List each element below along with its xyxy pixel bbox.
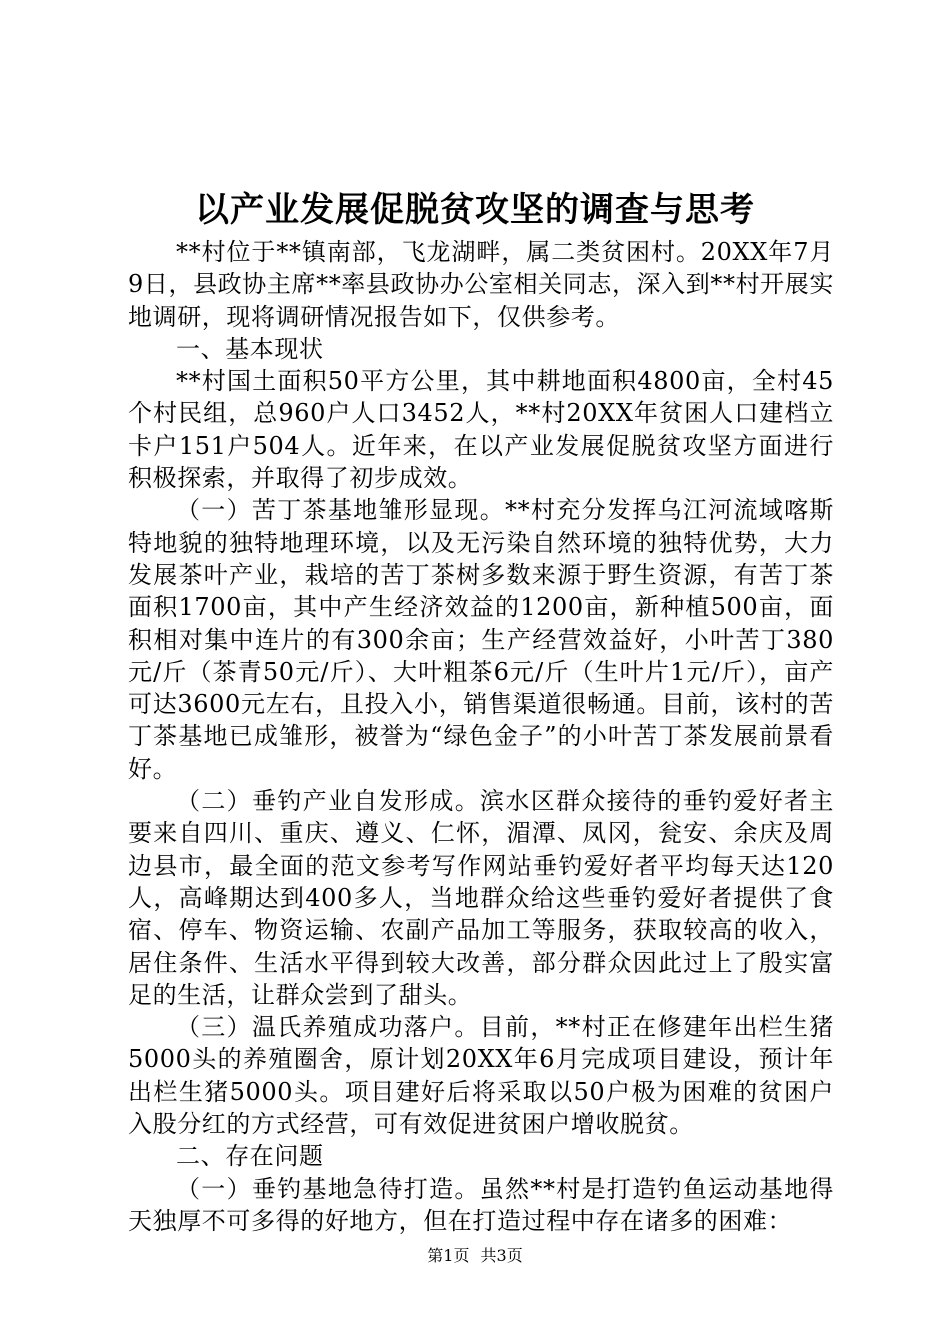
document-title: 以产业发展促脱贫攻坚的调查与思考 <box>195 190 755 230</box>
section-heading-problems: 二、存在问题 <box>176 1142 324 1171</box>
section-heading-basic-status: 一、基本现状 <box>176 334 324 363</box>
page-footer <box>0 1244 950 1268</box>
paragraph-village-overview: **村国土面积50平方公里，其中耕地面积4800亩，全村45个村民组，总960户人口3452人，**村20XX年贫困人口建档立卡户151户504人。近年来，在以产业发展促脱贫攻坚方面进行积极探索，并取得了初步成效。 <box>128 367 834 493</box>
paragraph-kuding-tea: （一）苦丁茶基地雏形显现。**村充分发挥乌江河流域喀斯特地貌的独特地理环境，以及无污染自然环境的独特优势，大力发展茶叶产业，栽培的苦丁茶树多数来源于野生资源，有苦丁茶面积1700亩，其中产生经济效益的1200亩，新种植500亩，面积相对集中连片的有300余亩；生产经营效益好，小叶苦丁380元/斤（茶青50元/斤）、大叶粗茶6元/斤（生叶片1元/斤），亩产可达3600元左右，且投入小，销售渠道很畅通。目前，该村的苦丁茶基地已成雏形，被誉为“绿色金子”的小叶苦丁茶发展前景看好。 <box>128 496 834 783</box>
paragraph-fishing-base: （一）垂钓基地急待打造。虽然**村是打造钓鱼运动基地得天独厚不可多得的好地方，但在打造过程中存在诸多的困难： <box>128 1174 834 1235</box>
page-total: 共3页 <box>480 1246 523 1265</box>
paragraph-wens-farming: （三）温氏养殖成功落户。目前，**村正在修建年出栏生猪5000头的养殖圈舍，原计划20XX年6月完成项目建设，预计年出栏生猪5000头。项目建好后将采取以50户极为困难的贫困户入股分红的方式经营，可有效促进贫困户增收脱贫。 <box>128 1013 834 1139</box>
paragraph-fishing-industry: （二）垂钓产业自发形成。滨水区群众接待的垂钓爱好者主要来自四川、重庆、遵义、仁怀，湄潭、凤冈，瓮安、余庆及周边县市，最全面的范文参考写作网站垂钓爱好者平均每天达120人，高峰期达到400多人，当地群众给这些垂钓爱好者提供了食宿、停车、物资运输、农副产品加工等服务，获取较高的收入，居住条件、生活水平得到较大改善，部分群众因此过上了殷实富足的生活，让群众尝到了甜头。 <box>128 787 834 1009</box>
document-body <box>128 236 834 1237</box>
paragraph-intro: **村位于**镇南部，飞龙湖畔，属二类贫困村。20XX年7月9日，县政协主席**率县政协办公室相关同志，深入到**村开展实地调研，现将调研情况报告如下，仅供参考。 <box>128 238 834 331</box>
page-number: 第1页 <box>427 1246 470 1265</box>
